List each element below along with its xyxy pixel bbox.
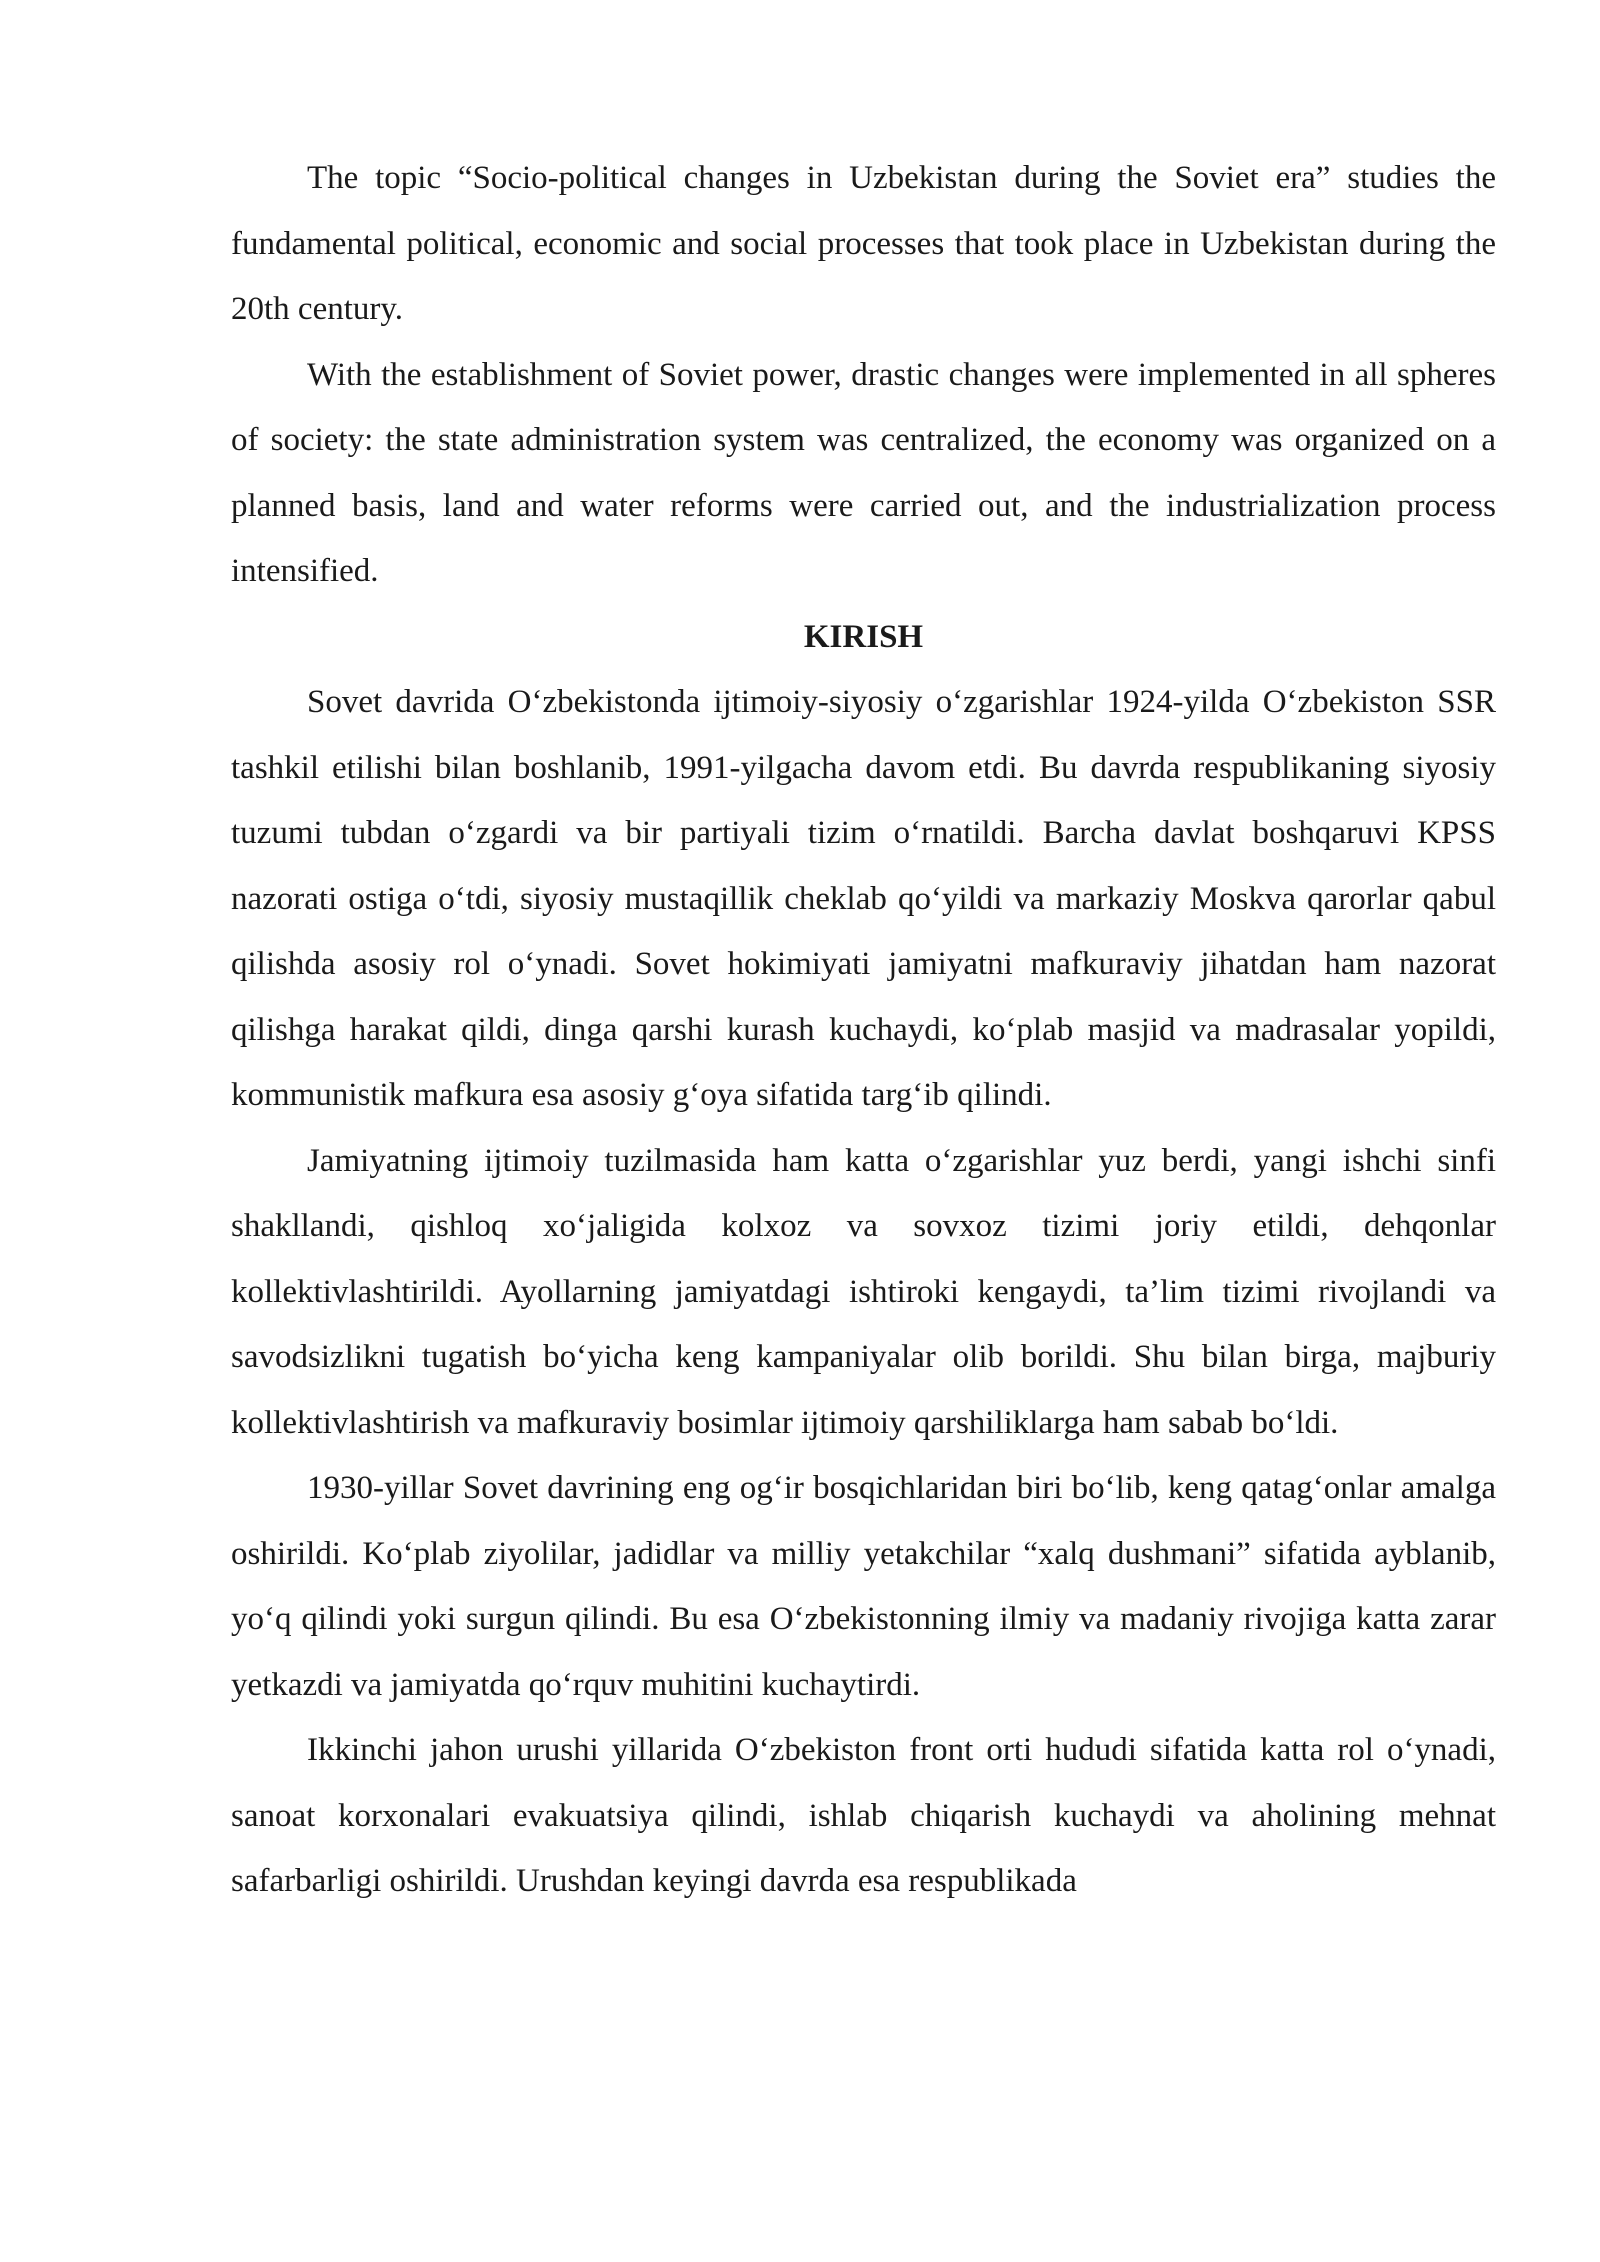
document-body bbox=[231, 146, 1496, 1915]
body-paragraph-2: Jamiyatning ijtimoiy tuzilmasida ham katta o‘zgarishlar yuz berdi, yangi ishchi sinfi shakllandi, qishloq xo‘jaligida kolxoz va sovxoz tizimi joriy etildi, dehqonlar kollektivlashtirildi. Ayollarning jamiyatdagi ishtiroki kengaydi, ta’lim tizimi rivojlandi va savodsizlikni tugatish bo‘yicha keng kampaniyalar olib borildi. Shu bilan birga, majburiy kollektivlashtirish va mafkuraviy bosimlar ijtimoiy qarshiliklarga ham sabab bo‘ldi. bbox=[231, 1142, 1496, 1441]
section-heading: KIRISH bbox=[803, 618, 924, 655]
intro-paragraph-2: With the establishment of Soviet power, drastic changes were implemented in all spheres of society: the state administration system was centralized, the economy was organized on a planned basis, land and water reforms were carried out, and the industrialization process intensified. bbox=[231, 356, 1496, 589]
body-paragraph-3: 1930-yillar Sovet davrining eng og‘ir bosqichlaridan biri bo‘lib, keng qatag‘onlar amalga oshirildi. Ko‘plab ziyolilar, jadidlar va milliy yetakchilar “xalq dushmani” sifatida ayblanib, yo‘q qilindi yoki surgun qilindi. Bu esa O‘zbekistonning ilmiy va madaniy rivojiga katta zarar yetkazdi va jamiyatda qo‘rquv muhitini kuchaytirdi. bbox=[231, 1470, 1496, 1703]
intro-paragraph-1: The topic “Socio-political changes in Uzbekistan during the Soviet era” studies the fundamental political, economic and social processes that took place in Uzbekistan during the 20th century. bbox=[231, 160, 1496, 327]
body-paragraph-4: Ikkinchi jahon urushi yillarida O‘zbekiston front orti hududi sifatida katta rol o‘ynadi, sanoat korxonalari evakuatsiya qilindi, ishlab chiqarish kuchaydi va aholining mehnat safarbarligi oshirildi. Urushdan keyingi davrda esa respublikada bbox=[231, 1732, 1496, 1899]
body-paragraph-1: Sovet davrida O‘zbekistonda ijtimoiy-siyosiy o‘zgarishlar 1924-yilda O‘zbekiston SSR tashkil etilishi bilan boshlanib, 1991-yilgacha davom etdi. Bu davrda respublikaning siyosiy tuzumi tubdan o‘zgardi va bir partiyali tizim o‘rnatildi. Barcha davlat boshqaruvi KPSS nazorati ostiga o‘tdi, siyosiy mustaqillik cheklab qo‘yildi va markaziy Moskva qarorlar qabul qilishda asosiy rol o‘ynadi. Sovet hokimiyati jamiyatni mafkuraviy jihatdan ham nazorat qilishga harakat qildi, dinga qarshi kurash kuchaydi, ko‘plab masjid va madrasalar yopildi, kommunistik mafkura esa asosiy g‘oya sifatida targ‘ib qilindi. bbox=[231, 684, 1496, 1113]
